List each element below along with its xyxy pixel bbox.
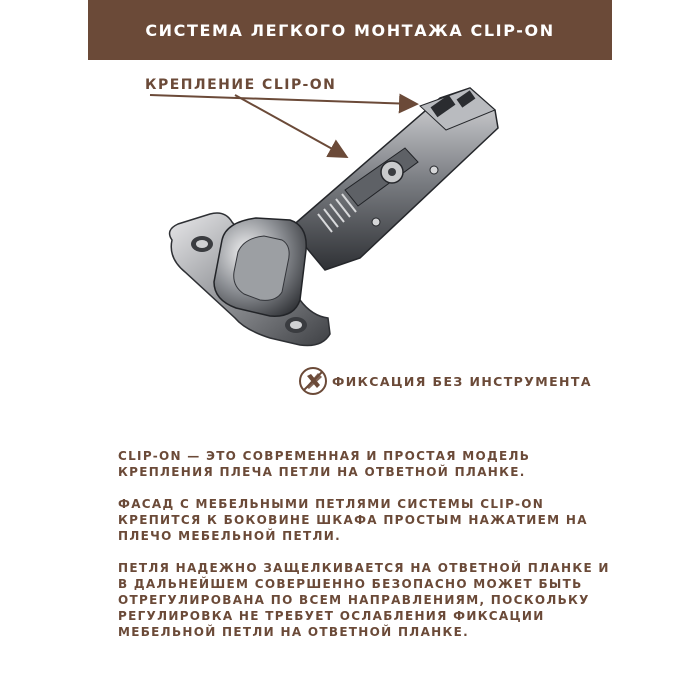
header-title: СИСТЕМА ЛЕГКОГО МОНТАЖА CLIP-ON [145, 20, 555, 40]
callout-arrow-bottom [235, 95, 345, 156]
description-paragraph-1: CLIP-ON — ЭТО СОВРЕМЕННАЯ И ПРОСТАЯ МОДЕЛЬ КРЕПЛЕНИЯ ПЛЕЧА ПЕТЛИ НА ОТВЕТНОЙ ПЛАНКЕ. [118, 449, 531, 479]
hinge-cup [214, 218, 306, 316]
no-tools-label: ФИКСАЦИЯ БЕЗ ИНСТРУМЕНТА [332, 373, 592, 389]
description-block [118, 448, 618, 656]
description-paragraph-3: ПЕТЛЯ НАДЕЖНО ЗАЩЕЛКИВАЕТСЯ НА ОТВЕТНОЙ ПЛАНКЕ И В ДАЛЬНЕЙШЕМ СОВЕРШЕННО БЕЗОПАСНО МОЖЕТ БЫТЬ ОТРЕГУЛИРОВАНА ПО ВСЕМ НАПРАВЛЕНИЯМ, ПОСКОЛЬКУ РЕГУЛИРОВКА НЕ ТРЕБУЕТ ОСЛАБЛЕНИЯ ФИКСАЦИИ МЕБЕЛЬНОЙ ПЕТЛИ НА ОТВЕТНОЙ ПЛАНКЕ. [118, 561, 610, 639]
no-tools-feature [298, 366, 592, 396]
callout-arrow-top [150, 95, 415, 104]
hinge-arm [290, 88, 498, 270]
clip-on-callout-label: КРЕПЛЕНИЕ CLIP-ON [145, 77, 337, 93]
no-tools-icon [298, 366, 328, 396]
description-paragraph-2: ФАСАД С МЕБЕЛЬНЫМИ ПЕТЛЯМИ СИСТЕМЫ CLIP-ON КРЕПИТСЯ К БОКОВИНЕ ШКАФА ПРОСТЫМ НАЖАТИЕМ НА ПЛЕЧО МЕБЕЛЬНОЙ ПЕТЛИ. [118, 497, 588, 543]
